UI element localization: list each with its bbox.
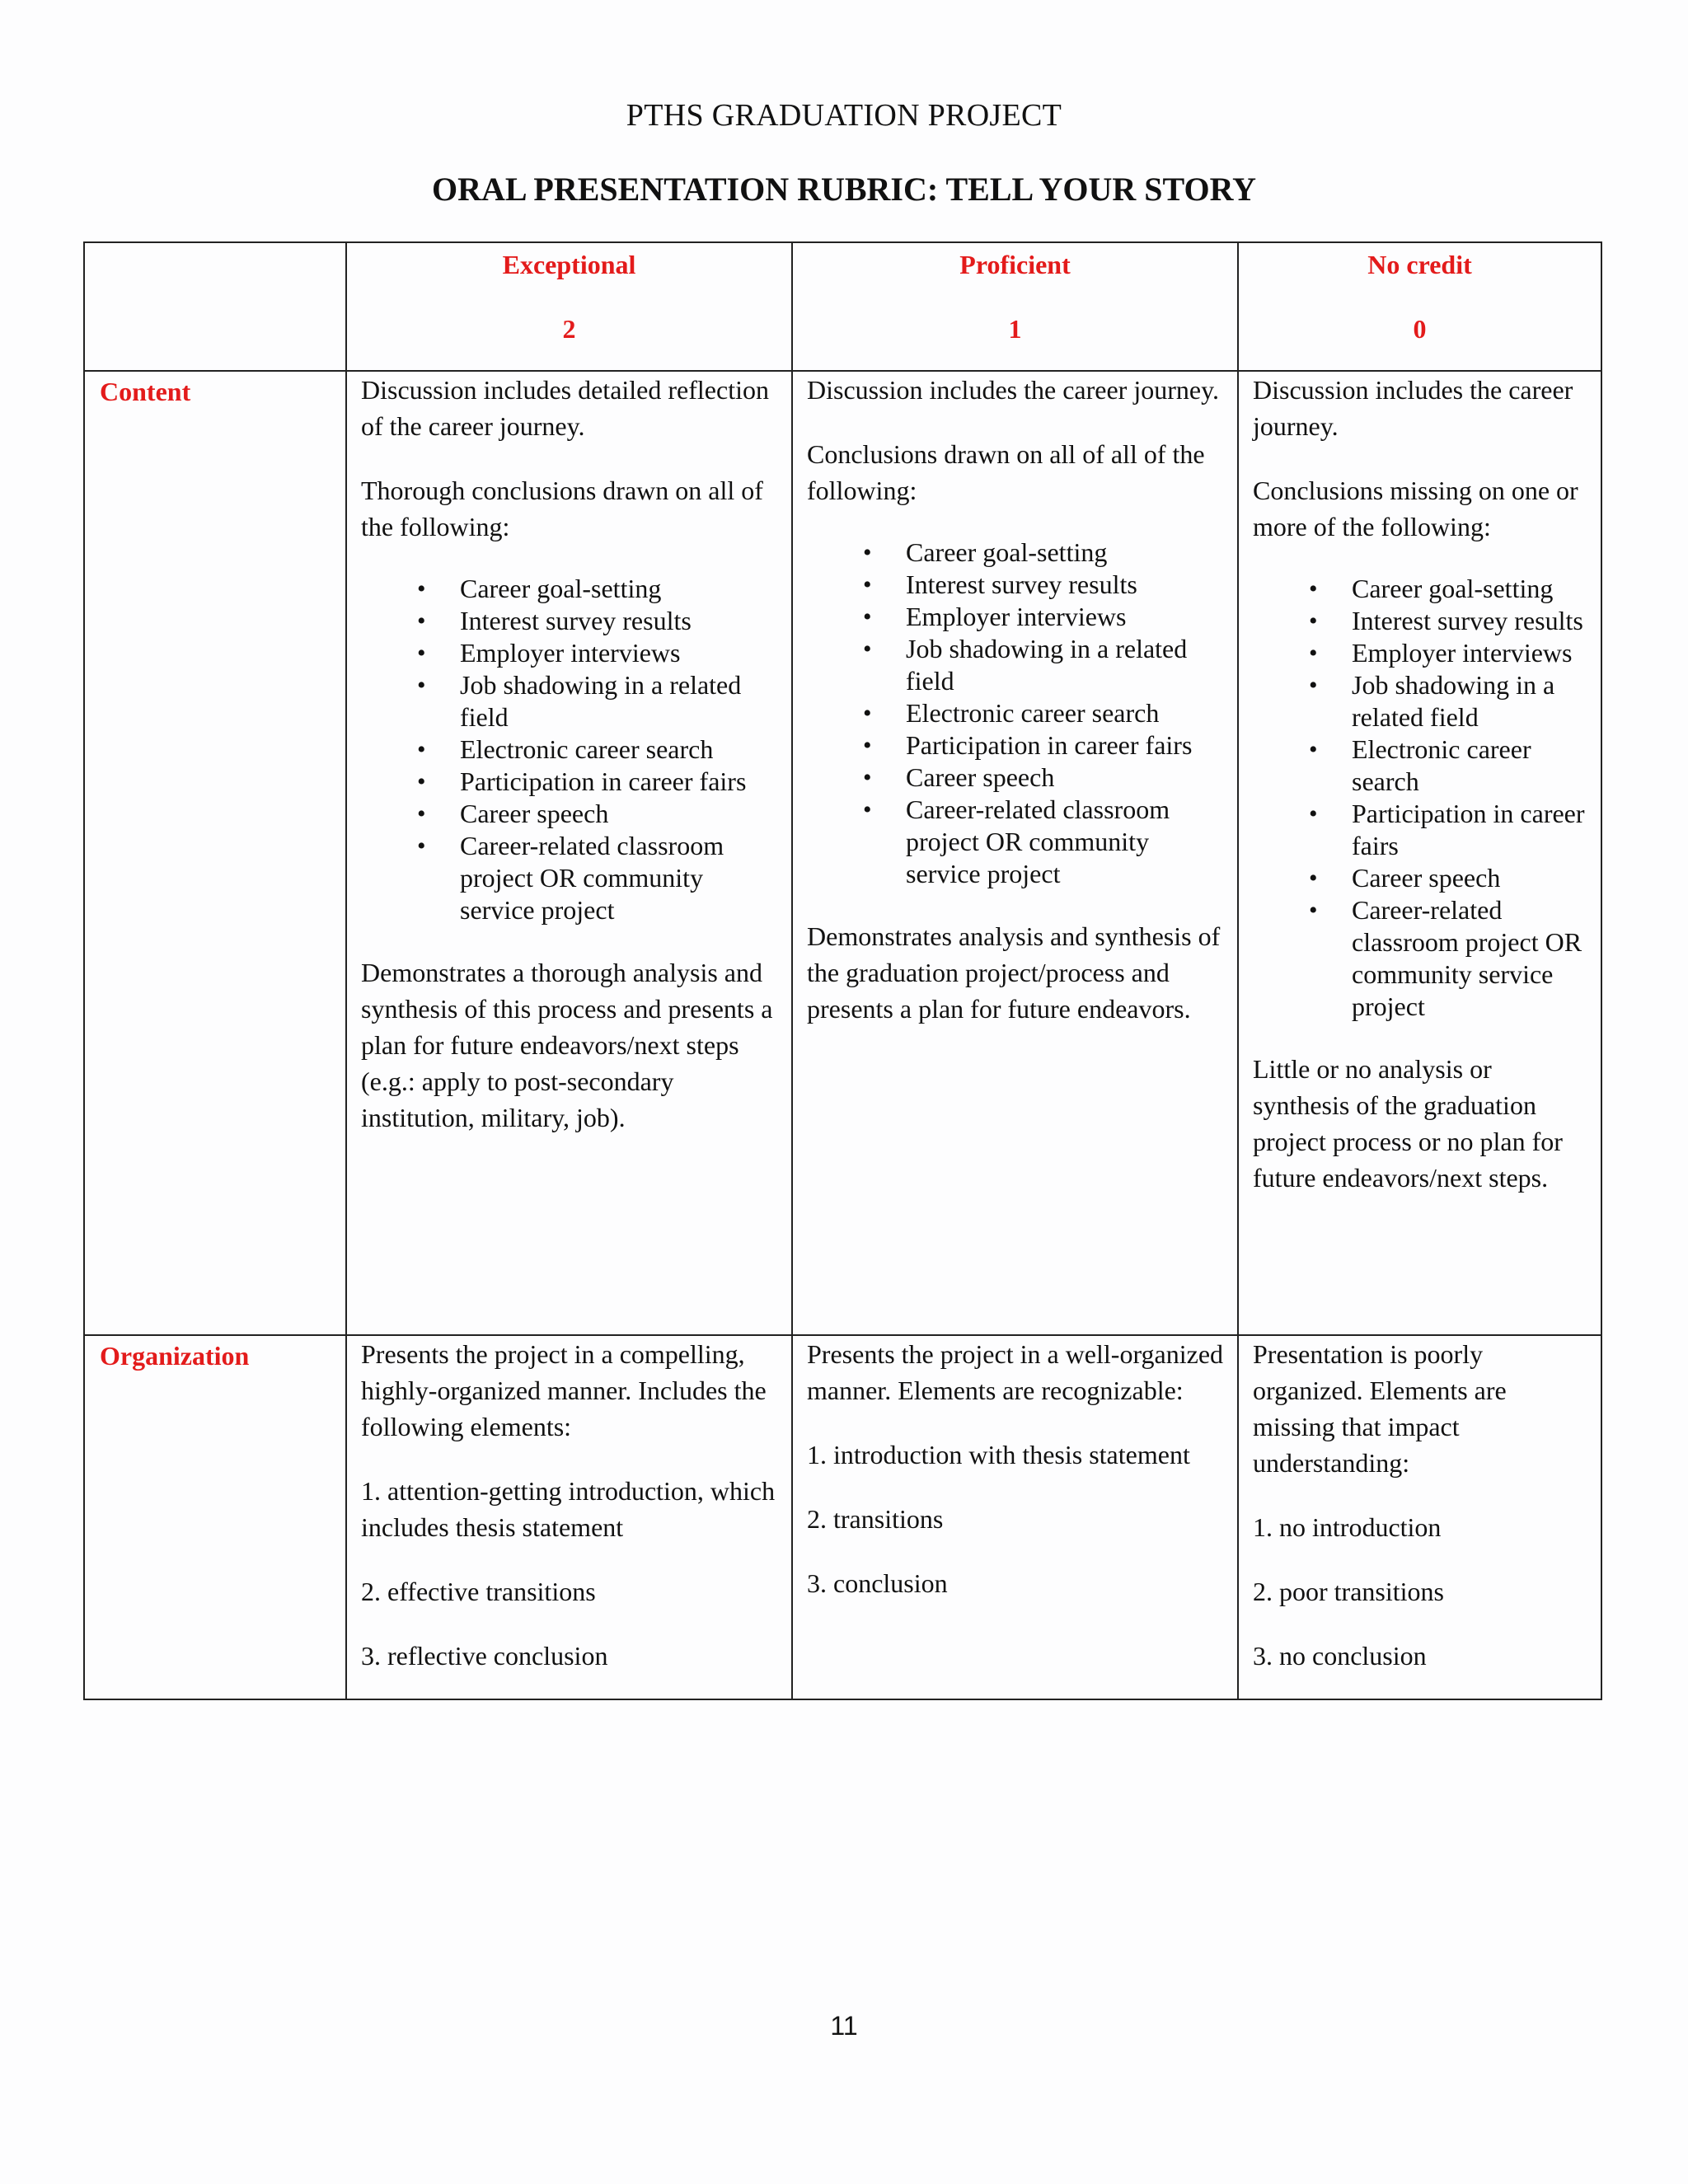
page-number: 11: [830, 2011, 858, 2041]
content-row: [84, 371, 1601, 1335]
cell-paragraph: Demonstrates a thorough analysis and synthesis of this process and presents a plan for future endeavors/next steps (e.g.: apply to post-secondary institution, military, job).: [361, 958, 773, 1132]
cell-paragraph: Thorough conclusions drawn on all of the following:: [361, 476, 763, 541]
list-item: • Participation in career fairs: [361, 766, 778, 798]
criteria-list: [361, 573, 778, 926]
criterion-content: Content: [84, 371, 346, 1335]
level-score: 0: [1413, 314, 1427, 344]
cell-paragraph: Little or no analysis or synthesis of the graduation project process or no plan for future endeavors/next steps.: [1253, 1054, 1563, 1193]
content-proficient-cell: [792, 371, 1238, 1335]
list-item: • Career goal-setting: [1253, 573, 1587, 605]
level-name: Proficient: [959, 250, 1071, 279]
level-exceptional: [346, 242, 792, 371]
cell-paragraph: Demonstrates analysis and synthesis of the graduation project/process and presents a plan for future endeavors.: [807, 921, 1221, 1024]
organization-no-credit-cell: [1238, 1335, 1601, 1699]
level-score: 1: [1008, 314, 1022, 344]
element-item: 3. no conclusion: [1253, 1641, 1427, 1671]
list-item: • Career goal-setting: [807, 537, 1224, 569]
level-proficient: [792, 242, 1238, 371]
cell-paragraph: Discussion includes detailed reflection of the career journey.: [361, 375, 769, 441]
list-item: • Career-related classroom project OR community service project: [361, 830, 778, 926]
cell-paragraph: Discussion includes the career journey.: [1253, 375, 1573, 441]
list-item: • Job shadowing in a related field: [361, 669, 778, 733]
element-item: 2. transitions: [807, 1504, 944, 1534]
organization-exceptional-cell: [346, 1335, 792, 1699]
element-item: 3. conclusion: [807, 1568, 948, 1598]
element-item: 1. no introduction: [1253, 1512, 1442, 1542]
list-item: • Career speech: [1253, 862, 1587, 894]
cell-paragraph: Presents the project in a compelling, highly-organized manner. Includes the following elements:: [361, 1339, 767, 1441]
rubric-header-row: [84, 242, 1601, 371]
organization-row: [84, 1335, 1601, 1699]
cell-paragraph: Presentation is poorly organized. Elements are missing that impact understanding:: [1253, 1339, 1507, 1478]
cell-paragraph: Conclusions missing on one or more of the following:: [1253, 476, 1578, 541]
list-item: • Job shadowing in a related field: [1253, 669, 1587, 733]
element-item: 1. attention-getting introduction, which includes thesis statement: [361, 1476, 776, 1542]
content-exceptional-cell: [346, 371, 792, 1335]
rubric-table: [83, 241, 1602, 1700]
list-item: • Employer interviews: [807, 601, 1224, 633]
content-no-credit-cell: [1238, 371, 1601, 1335]
criterion-organization: Organization: [84, 1335, 346, 1699]
page-title: PTHS GRADUATION PROJECT: [626, 98, 1062, 133]
list-item: • Electronic career search: [361, 733, 778, 766]
list-item: • Interest survey results: [361, 605, 778, 637]
level-name: Exceptional: [502, 250, 636, 279]
list-item: • Career goal-setting: [361, 573, 778, 605]
list-item: • Career-related classroom project OR community service project: [1253, 894, 1587, 1023]
list-item: • Interest survey results: [807, 569, 1224, 601]
list-item: • Electronic career search: [1253, 733, 1587, 798]
cell-paragraph: Discussion includes the career journey.: [807, 375, 1219, 405]
list-item: • Participation in career fairs: [807, 729, 1224, 762]
list-item: • Employer interviews: [1253, 637, 1587, 669]
list-item: • Career-related classroom project OR community service project: [807, 794, 1224, 890]
list-item: • Career speech: [361, 798, 778, 830]
rubric-title: ORAL PRESENTATION RUBRIC: TELL YOUR STORY: [432, 171, 1256, 208]
list-item: • Electronic career search: [807, 697, 1224, 729]
list-item: • Career speech: [807, 762, 1224, 794]
level-no-credit: [1238, 242, 1601, 371]
level-name: No credit: [1367, 250, 1472, 279]
list-item: • Participation in career fairs: [1253, 798, 1587, 862]
level-score: 2: [562, 314, 576, 344]
criteria-list: [807, 537, 1224, 890]
list-item: • Job shadowing in a related field: [807, 633, 1224, 697]
element-item: 1. introduction with thesis statement: [807, 1440, 1190, 1469]
element-item: 2. poor transitions: [1253, 1577, 1444, 1606]
element-item: 3. reflective conclusion: [361, 1641, 608, 1671]
empty-corner-cell: [84, 242, 346, 371]
cell-paragraph: Conclusions drawn on all of all of the following:: [807, 439, 1205, 505]
cell-paragraph: Presents the project in a well-organized manner. Elements are recognizable:: [807, 1339, 1224, 1405]
element-item: 2. effective transitions: [361, 1577, 596, 1606]
list-item: • Interest survey results: [1253, 605, 1587, 637]
criteria-list: [1253, 573, 1587, 1023]
list-item: • Employer interviews: [361, 637, 778, 669]
organization-proficient-cell: [792, 1335, 1238, 1699]
